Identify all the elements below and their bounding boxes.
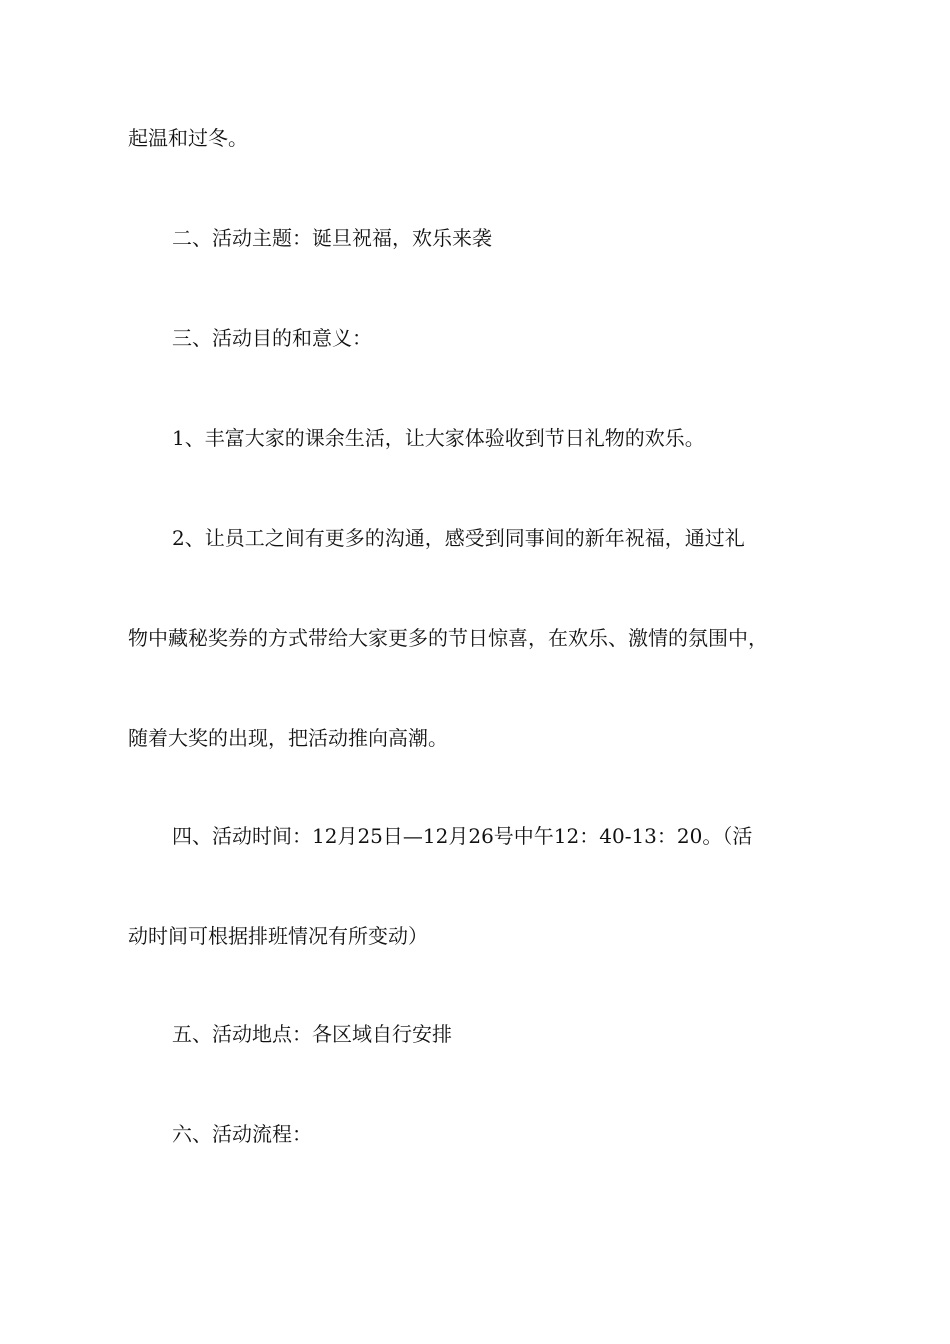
section-heading-purpose: 三、活动目的和意义：: [172, 326, 372, 350]
section-heading-process: 六、活动流程：: [172, 1122, 312, 1146]
section-heading-time-line-1: 四、活动时间：12月25日—12月26号中午12：40-13：20。（活: [172, 824, 753, 848]
paragraph-line-continuation: 起温和过冬。: [128, 126, 248, 150]
purpose-item-2-line-3: 随着大奖的出现，把活动推向高潮。: [128, 726, 448, 750]
purpose-item-1: 1、丰富大家的课余生活，让大家体验收到节日礼物的欢乐。: [172, 426, 705, 450]
purpose-item-2-line-2: 物中藏秘奖券的方式带给大家更多的节日惊喜，在欢乐、激情的氛围中，: [128, 626, 768, 650]
section-heading-time-line-2: 动时间可根据排班情况有所变动）: [128, 924, 428, 948]
purpose-item-2-line-1: 2、让员工之间有更多的沟通，感受到同事间的新年祝福，通过礼: [172, 526, 745, 550]
section-heading-theme: 二、活动主题：诞旦祝福，欢乐来袭: [172, 226, 492, 250]
section-heading-location: 五、活动地点：各区域自行安排: [172, 1022, 452, 1046]
